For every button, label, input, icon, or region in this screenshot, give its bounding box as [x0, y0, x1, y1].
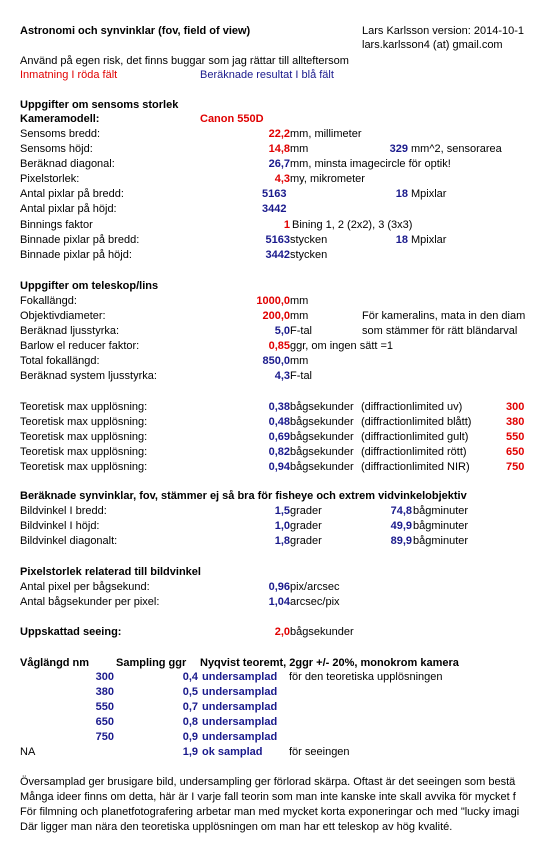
resolution-label: Teoretisk max upplösning: — [20, 461, 148, 473]
sensor-height-label: Sensoms höjd: — [20, 143, 93, 155]
fov-arcmin: 89,9 — [390, 535, 412, 547]
fov-degrees: 1,5 — [274, 505, 290, 517]
pixels-per-arcsec-unit: pix/arcsec — [290, 581, 340, 593]
seeing-unit: bågsekunder — [290, 626, 354, 638]
author-email: lars.karlsson4 (at) gmail.com — [362, 39, 503, 51]
aperture-value[interactable]: 200,0 — [262, 310, 290, 322]
fov-arcmin: 49,9 — [390, 520, 412, 532]
pixel-size-unit: my, mikrometer — [290, 173, 365, 185]
resolution-value: 0,69 — [268, 431, 290, 443]
sampling-ratio: 0,7 — [182, 701, 198, 713]
fov-degrees: 1,8 — [274, 535, 290, 547]
resolution-unit: bågsekunder — [290, 431, 354, 443]
resolution-label: Teoretisk max upplösning: — [20, 446, 148, 458]
sampling-wavelength: 380 — [95, 686, 114, 698]
col-wavelength-header: Våglängd nm — [20, 657, 90, 669]
fov-degrees-unit: grader — [290, 505, 322, 517]
pixel-size-label: Pixelstorlek: — [20, 173, 80, 185]
fov-label: Bildvinkel I höjd: — [20, 520, 100, 532]
telescope-section-title: Uppgifter om teleskop/lins — [20, 280, 159, 292]
sampling-ratio: 0,8 — [182, 716, 198, 728]
pixelscale-section-title: Pixelstorlek relaterad till bildvinkel — [20, 566, 201, 578]
footer-line: Många ideer finns om detta, här är I varje fall teorin som man inte kanske inte skall avvika för mycket f — [20, 791, 516, 803]
fov-arcmin-unit: bågminuter — [413, 535, 469, 547]
fov-arcmin-unit: bågminuter — [413, 520, 469, 532]
resolution-value: 0,82 — [268, 446, 290, 458]
sensor-width-unit: mm, millimeter — [290, 128, 362, 140]
f-ratio-value: 5,0 — [274, 325, 290, 337]
resolution-unit: bågsekunder — [290, 461, 354, 473]
resolution-note: (diffractionlimited uv) — [361, 401, 463, 413]
resolution-value: 0,38 — [268, 401, 290, 413]
f-ratio-label: Beräknad ljusstyrka: — [20, 325, 120, 337]
sampling-wavelength: 300 — [95, 671, 114, 683]
resolution-note: (diffractionlimited gult) — [361, 431, 469, 443]
author-version: Lars Karlsson version: 2014-10-1 — [362, 25, 525, 37]
f-ratio-unit: F-tal — [290, 325, 312, 337]
sampling-status: undersamplad — [202, 686, 278, 698]
sensor-width-value[interactable]: 22,2 — [268, 128, 290, 140]
resolution-value: 0,48 — [268, 416, 290, 428]
binned-height-label: Binnade pixlar på höjd: — [20, 249, 132, 261]
system-f-ratio-unit: F-tal — [290, 370, 312, 382]
binned-width-label: Binnade pixlar på bredd: — [20, 234, 140, 246]
fov-arcmin-unit: bågminuter — [413, 505, 469, 517]
col-sampling-header: Sampling ggr — [116, 657, 187, 669]
arcsec-per-pixel-label: Antal bågsekunder per pixel: — [20, 596, 160, 608]
col-nyquist-header: Nyqvist teoremt, 2ggr +/- 20%, monokrom kamera — [200, 657, 459, 669]
resolution-label: Teoretisk max upplösning: — [20, 431, 148, 443]
seeing-value[interactable]: 2,0 — [274, 626, 290, 638]
pixels-width-value: 5163 — [262, 188, 287, 200]
focal-length-unit: mm — [290, 295, 309, 307]
sampling-ratio: 0,9 — [182, 731, 198, 743]
sampling-note: för seeingen — [289, 746, 350, 758]
resolution-label: Teoretisk max upplösning: — [20, 401, 148, 413]
resolution-unit: bågsekunder — [290, 446, 354, 458]
legend-result: Beräknade resultat I blå fält — [200, 69, 334, 81]
resolution-wavelength: 380 — [506, 416, 525, 428]
pixels-height-label: Antal pixlar på höjd: — [20, 203, 117, 215]
barlow-label: Barlow el reducer faktor: — [20, 340, 140, 352]
seeing-label: Uppskattad seeing: — [20, 626, 122, 638]
binned-megapixels-unit: Mpixlar — [411, 234, 447, 246]
sampling-ratio: 0,5 — [182, 686, 198, 698]
fov-arcmin: 74,8 — [390, 505, 412, 517]
binned-height-unit: stycken — [290, 249, 328, 261]
sensor-width-label: Sensoms bredd: — [20, 128, 101, 140]
aperture-note: För kameralins, mata in den diam — [362, 310, 526, 322]
footer-line: Där ligger man nära den teoretiska upplösningen om man har ett teleskop av hög kvalité. — [20, 821, 453, 833]
footer-line: Översamplad ger brusigare bild, undersampling ger förlorad skärpa. Oftast är det seeingen som bestä — [20, 776, 516, 788]
footer-line: För filmning och planetfotografering arbetar man med mycket korta exponeringar och med "lucky imagi — [20, 806, 520, 818]
sensor-area-value: 329 — [389, 143, 408, 155]
total-focal-value: 850,0 — [262, 355, 290, 367]
binned-megapixels-value: 18 — [395, 234, 408, 246]
sampling-status: ok samplad — [202, 746, 263, 758]
sampling-status: undersamplad — [202, 716, 278, 728]
resolution-wavelength: 750 — [506, 461, 525, 473]
binned-height-value: 3442 — [265, 249, 290, 261]
barlow-unit: ggr, om ingen sätt =1 — [290, 340, 394, 352]
sampling-ratio: 1,9 — [182, 746, 198, 758]
resolution-note: (diffractionlimited blått) — [361, 416, 472, 428]
camera-value[interactable]: Canon 550D — [200, 113, 264, 125]
total-focal-unit: mm — [290, 355, 309, 367]
fov-degrees-unit: grader — [290, 520, 322, 532]
resolution-value: 0,94 — [268, 461, 290, 473]
sensor-area-unit: mm^2, sensorarea — [411, 143, 502, 155]
fov-label: Bildvinkel diagonalt: — [20, 535, 118, 547]
arcsec-per-pixel-value: 1,04 — [268, 596, 290, 608]
sensor-height-value[interactable]: 14,8 — [268, 143, 290, 155]
resolution-label: Teoretisk max upplösning: — [20, 416, 148, 428]
pixel-size-value[interactable]: 4,3 — [274, 173, 290, 185]
pixels-per-arcsec-label: Antal pixel per bågsekund: — [20, 581, 150, 593]
fov-degrees-unit: grader — [290, 535, 322, 547]
diagonal-label: Beräknad diagonal: — [20, 158, 115, 170]
sampling-wavelength: 650 — [95, 716, 114, 728]
resolution-wavelength: 300 — [506, 401, 525, 413]
sampling-status: undersamplad — [202, 671, 278, 683]
legend-input: Inmatning I röda fält — [20, 69, 118, 81]
camera-label: Kameramodell: — [20, 113, 100, 125]
sampling-note: för den teoretiska upplösningen — [289, 671, 443, 683]
pixels-per-arcsec-value: 0,96 — [268, 581, 290, 593]
system-f-ratio-value: 4,3 — [274, 370, 290, 382]
focal-length-value[interactable]: 1000,0 — [256, 295, 290, 307]
f-ratio-note: som stämmer för rätt bländarval — [362, 325, 518, 337]
diagonal-unit: mm, minsta imagecircle för optik! — [290, 158, 451, 170]
aperture-label: Objektivdiameter: — [20, 310, 106, 322]
resolution-wavelength: 650 — [506, 446, 525, 458]
barlow-value[interactable]: 0,85 — [268, 340, 290, 352]
diagonal-value: 26,7 — [268, 158, 290, 170]
binned-width-unit: stycken — [290, 234, 328, 246]
sampling-status: undersamplad — [202, 731, 278, 743]
resolution-wavelength: 550 — [506, 431, 525, 443]
binning-label: Binnings faktor — [20, 219, 93, 231]
binning-unit: Bining 1, 2 (2x2), 3 (3x3) — [292, 219, 413, 231]
pixels-height-value: 3442 — [262, 203, 287, 215]
fov-section-title: Beräknade synvinklar, fov, stämmer ej så bra för fisheye och extrem vidvinkelobjektiv — [20, 490, 467, 502]
resolution-note: (diffractionlimited rött) — [361, 446, 467, 458]
fov-label: Bildvinkel I bredd: — [20, 505, 107, 517]
warning-text: Använd på egen risk, det finns buggar som jag rättar till allteftersom — [20, 55, 349, 67]
page-title: Astronomi och synvinklar (fov, field of view) — [20, 25, 251, 37]
fov-degrees: 1,0 — [274, 520, 290, 532]
resolution-unit: bågsekunder — [290, 416, 354, 428]
binned-width-value: 5163 — [265, 234, 290, 246]
binning-value[interactable]: 1 — [283, 219, 290, 231]
total-focal-label: Total fokallängd: — [20, 355, 100, 367]
sampling-status: undersamplad — [202, 701, 278, 713]
pixels-width-label: Antal pixlar på bredd: — [20, 188, 124, 200]
arcsec-per-pixel-unit: arcsec/pix — [290, 596, 340, 608]
sampling-ratio: 0,4 — [182, 671, 198, 683]
sensor-section-title: Uppgifter om sensoms storlek — [20, 99, 179, 111]
megapixels-value: 18 — [395, 188, 408, 200]
system-f-ratio-label: Beräknad system ljusstyrka: — [20, 370, 157, 382]
sampling-wavelength: NA — [20, 746, 36, 758]
aperture-unit: mm — [290, 310, 309, 322]
resolution-unit: bågsekunder — [290, 401, 354, 413]
sensor-height-unit: mm — [290, 143, 309, 155]
resolution-note: (diffractionlimited NIR) — [361, 461, 470, 473]
sampling-wavelength: 550 — [95, 701, 114, 713]
focal-length-label: Fokallängd: — [20, 295, 77, 307]
megapixels-unit: Mpixlar — [411, 188, 447, 200]
sampling-wavelength: 750 — [95, 731, 114, 743]
